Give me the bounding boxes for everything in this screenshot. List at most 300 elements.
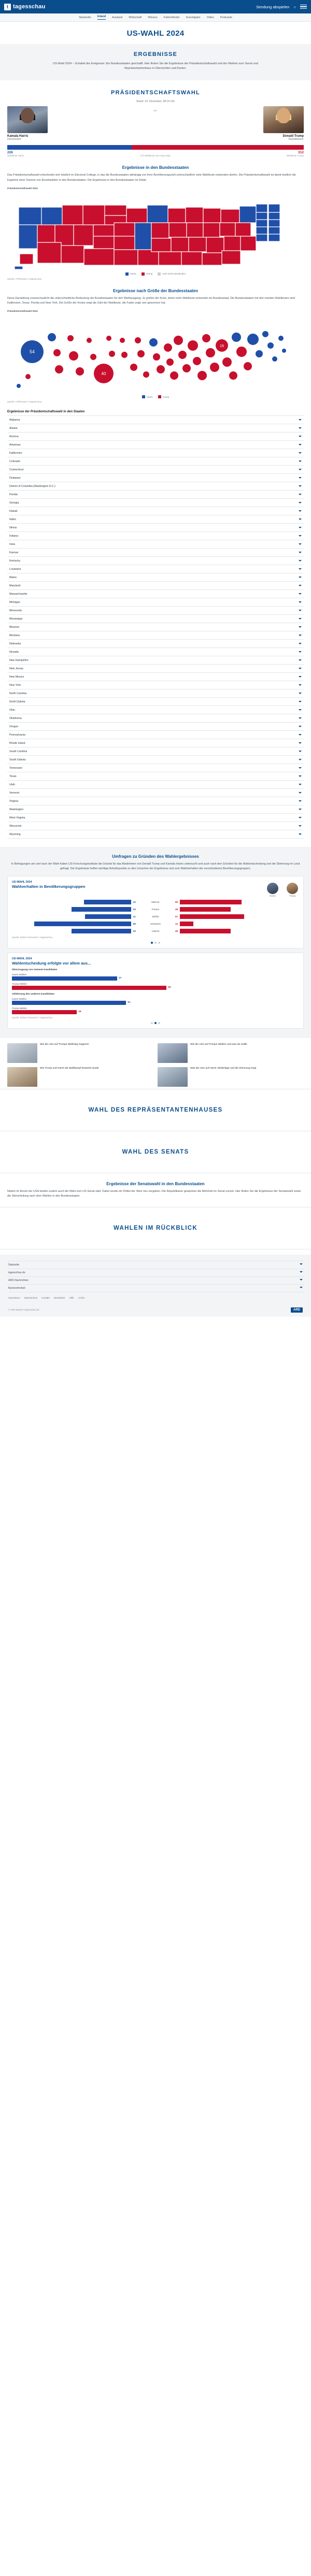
teaser-item[interactable] bbox=[7, 1067, 153, 1087]
hamburger-icon[interactable] bbox=[300, 5, 307, 9]
harris-value: 53 bbox=[133, 929, 136, 932]
chevron-down-icon[interactable] bbox=[299, 618, 302, 620]
bubble-legend-trump: Trump bbox=[162, 395, 169, 398]
chevron-down-icon[interactable] bbox=[299, 568, 302, 570]
state-accordion-item[interactable] bbox=[7, 615, 304, 623]
footer-item[interactable] bbox=[7, 1261, 304, 1269]
state-accordion-item[interactable] bbox=[7, 441, 304, 449]
state-accordion-item[interactable] bbox=[7, 781, 304, 789]
state-accordion-item[interactable] bbox=[7, 631, 304, 640]
nav-item-faktenfinder[interactable]: Faktenfinder bbox=[163, 16, 180, 19]
footer-link[interactable]: Archiv bbox=[78, 1296, 85, 1299]
chevron-down-icon[interactable] bbox=[299, 726, 302, 727]
state-name: Iowa bbox=[9, 542, 15, 546]
versus-label bbox=[51, 106, 260, 112]
harris-value: 86 bbox=[133, 922, 136, 925]
card2-group1-label: Überzeugung von meinem Kandidaten bbox=[12, 968, 58, 971]
legend-label-undecided: noch nicht entschieden bbox=[162, 272, 186, 276]
retrospective-band bbox=[0, 1207, 311, 1249]
state-name: Pennsylvania bbox=[9, 733, 25, 737]
card1-kicker: US-WAHL 2024 bbox=[12, 880, 32, 884]
chevron-down-icon[interactable] bbox=[299, 717, 302, 719]
state-accordion-item[interactable] bbox=[7, 482, 304, 491]
chevron-down-icon[interactable] bbox=[299, 452, 302, 454]
state-name: Missouri bbox=[9, 625, 20, 629]
card1-source: Quelle: Edison Research / tagesschau bbox=[12, 936, 53, 939]
group-bar-row bbox=[12, 914, 299, 919]
electoral-map[interactable] bbox=[7, 193, 304, 270]
teaser-thumbnail bbox=[7, 1067, 37, 1087]
state-accordion-item[interactable] bbox=[7, 648, 304, 656]
chevron-down-icon[interactable] bbox=[299, 833, 302, 835]
footer-link[interactable]: Datenschutz bbox=[24, 1296, 38, 1299]
nav-item-inland[interactable]: Inland bbox=[97, 15, 106, 20]
bubble-map-title: Präsidentschaftswahl 2024 bbox=[7, 310, 38, 313]
map-title: Präsidentschaftswahl 2024 bbox=[7, 186, 38, 190]
chevron-down-icon[interactable] bbox=[299, 502, 302, 503]
trump-value: 45 bbox=[175, 908, 178, 911]
state-accordion-item[interactable] bbox=[7, 640, 304, 648]
footer bbox=[0, 1255, 311, 1317]
state-accordion-item[interactable] bbox=[7, 731, 304, 739]
state-name: Colorado bbox=[9, 459, 21, 463]
group-bar-row bbox=[12, 928, 299, 934]
chevron-down-icon[interactable] bbox=[299, 543, 302, 545]
chevron-down-icon[interactable] bbox=[299, 527, 302, 528]
harris-party: Demokraten bbox=[7, 138, 22, 141]
size-results-body: Diese Darstellung veranschaulicht die unterschiedliche Bedeutung der Bundesstaaten für den Wahlausgang: Je größer der Kreis, desto mehr Wahlleute entsendet ein Bundesstaat. Die Bundesstaaten mit den meisten Wahlleuten sind Kalifornien, Texas, Florida und New York. Die Größe der Kreise zeigt die Zahl der Wahlleute, die Farbe zeigt, wer gewonnen hat. bbox=[7, 296, 295, 305]
survey-card-groups bbox=[7, 876, 304, 948]
state-name: South Dakota bbox=[9, 758, 26, 761]
state-name: District of Columbia (Washington D.C.) bbox=[9, 484, 55, 488]
legend-harris: Wahlleute Harris bbox=[7, 154, 24, 157]
chevron-down-icon[interactable] bbox=[299, 601, 302, 603]
state-name: Minnesota bbox=[9, 609, 22, 612]
group-bar-row bbox=[12, 921, 299, 927]
state-accordion-item[interactable] bbox=[7, 573, 304, 582]
results-title: ERGEBNISSE bbox=[133, 51, 178, 57]
state-name: Texas bbox=[9, 774, 17, 778]
state-name: North Dakota bbox=[9, 700, 25, 703]
card1-trump-mini bbox=[286, 883, 299, 897]
chevron-down-icon[interactable] bbox=[299, 659, 302, 661]
card1-bar-chart bbox=[12, 899, 299, 934]
chevron-down-icon[interactable] bbox=[299, 668, 302, 669]
trump-value: 57 bbox=[175, 915, 178, 918]
state-name: Florida bbox=[9, 493, 18, 496]
state-accordion-item[interactable] bbox=[7, 665, 304, 673]
state-accordion-item[interactable] bbox=[7, 557, 304, 565]
group-bar-row bbox=[12, 906, 299, 912]
footer-item-label: Startseite bbox=[8, 1263, 20, 1267]
card2-group2-bars bbox=[12, 998, 299, 1014]
footer-item-label: ARD-Nachrichten bbox=[8, 1278, 29, 1282]
chevron-down-icon[interactable] bbox=[300, 1263, 303, 1265]
chevron-down-icon[interactable] bbox=[299, 651, 302, 653]
bubble-map[interactable] bbox=[7, 315, 304, 393]
state-accordion-item[interactable] bbox=[7, 797, 304, 805]
chevron-down-icon[interactable] bbox=[299, 444, 302, 445]
state-accordion-item[interactable] bbox=[7, 598, 304, 607]
motivation-label: Harris-Wähler bbox=[12, 997, 27, 1000]
chevron-down-icon[interactable] bbox=[299, 427, 302, 429]
state-name: Wisconsin bbox=[9, 824, 22, 828]
footer-item[interactable] bbox=[7, 1285, 304, 1292]
state-accordion-item[interactable] bbox=[7, 582, 304, 590]
svg-text:40: 40 bbox=[101, 371, 106, 377]
state-name: Alaska bbox=[9, 426, 18, 430]
state-accordion-item[interactable] bbox=[7, 549, 304, 557]
chevron-down-icon[interactable] bbox=[299, 626, 302, 628]
presidential-section bbox=[0, 80, 311, 157]
chevron-down-icon[interactable] bbox=[299, 693, 302, 694]
state-accordion-item[interactable] bbox=[7, 565, 304, 573]
results-intro: US-Wahl 2024 – Schaltet die Ereignisse: Ein Bundesstaaten geschafft. Hier finden Sie die Ergebnisse der Präsidentschaftswahl und der Wahlen zum Senat und Repräsentantenhaus in Übersichten und Karten. bbox=[53, 62, 258, 70]
group-bar-row bbox=[12, 899, 299, 905]
state-accordion-item[interactable] bbox=[7, 433, 304, 441]
senate-band bbox=[0, 1131, 311, 1173]
state-name: Connecticut bbox=[9, 468, 24, 471]
state-accordion-item[interactable] bbox=[7, 540, 304, 549]
motivation-bar-row bbox=[12, 998, 299, 1005]
trump-party: Republikaner bbox=[288, 138, 304, 141]
chevron-down-icon[interactable] bbox=[299, 494, 302, 495]
chevron-down-icon[interactable] bbox=[299, 701, 302, 702]
trump-electoral-count: 312 bbox=[298, 151, 304, 155]
state-accordion-item[interactable] bbox=[7, 457, 304, 466]
surveys-title: Umfragen zu Gründen des Wahlergebnisses bbox=[112, 854, 199, 859]
legend-label-harris: Harris bbox=[130, 272, 136, 276]
chevron-down-icon[interactable] bbox=[299, 709, 302, 711]
brand-logo[interactable] bbox=[4, 4, 46, 10]
vs-text: vs. bbox=[153, 109, 158, 113]
state-name: Vermont bbox=[9, 791, 20, 795]
bubble-map-source: Quelle: AP/Reuters / tagesschau bbox=[7, 400, 42, 404]
legend-label-trump: Trump bbox=[146, 272, 153, 276]
top-bar bbox=[0, 0, 311, 13]
state-accordion-item[interactable] bbox=[7, 474, 304, 482]
footer-item[interactable] bbox=[7, 1269, 304, 1277]
survey-card-motivation bbox=[7, 953, 304, 1029]
trump-value: 45 bbox=[175, 929, 178, 932]
chevron-down-icon[interactable] bbox=[300, 1287, 303, 1288]
brand-text: tagesschau bbox=[13, 4, 46, 10]
teaser-thumbnail bbox=[158, 1067, 188, 1087]
card1-pagination[interactable] bbox=[12, 942, 299, 944]
chevron-down-icon[interactable] bbox=[299, 809, 302, 810]
state-accordion-item[interactable] bbox=[7, 789, 304, 797]
state-accordion-item[interactable] bbox=[7, 681, 304, 689]
chevron-down-icon[interactable] bbox=[299, 510, 302, 512]
chevron-down-icon[interactable] bbox=[299, 593, 302, 595]
chevron-down-icon[interactable] bbox=[299, 742, 302, 744]
harris-portrait bbox=[7, 106, 48, 133]
nav-item-investigativ[interactable]: Investigativ bbox=[186, 16, 201, 19]
state-name: Hawaii bbox=[9, 509, 18, 513]
group-label: Männer bbox=[151, 900, 160, 903]
map-legend bbox=[7, 272, 304, 276]
bubble-legend-swatch-trump bbox=[158, 395, 161, 398]
state-name: Indiana bbox=[9, 534, 19, 538]
house-band-title: WAHL DES REPRÄSENTANTENHAUSES bbox=[88, 1106, 223, 1113]
state-name: Utah bbox=[9, 783, 15, 786]
state-accordion-item[interactable] bbox=[7, 466, 304, 474]
nav-item-wirtschaft[interactable]: Wirtschaft bbox=[129, 16, 142, 19]
card1-harris-label: Harris bbox=[270, 894, 276, 897]
footer-link[interactable]: Kontakt bbox=[41, 1296, 50, 1299]
harris-value: 41 bbox=[133, 915, 136, 918]
harris-value: 53 bbox=[133, 908, 136, 911]
harris-electoral-count: 226 bbox=[7, 151, 13, 155]
state-accordion-item[interactable] bbox=[7, 499, 304, 507]
state-name: Illinois bbox=[9, 526, 17, 529]
footer-item[interactable] bbox=[7, 1277, 304, 1285]
chevron-down-icon[interactable] bbox=[299, 419, 302, 421]
house-band bbox=[0, 1089, 311, 1131]
state-accordion-item[interactable] bbox=[7, 714, 304, 723]
teaser-item[interactable] bbox=[158, 1043, 304, 1063]
state-list-title: Ergebnisse der Präsidentschaftswahl in den Staaten bbox=[7, 410, 85, 414]
nav-item-video[interactable]: Video bbox=[206, 16, 214, 19]
chevron-down-icon[interactable] bbox=[299, 585, 302, 586]
motivation-value: 29 bbox=[78, 1011, 81, 1014]
states-results-title: Ergebnisse in den Bundesstaaten bbox=[122, 165, 189, 170]
state-accordion-item[interactable] bbox=[7, 590, 304, 598]
legend-trump: Wahlleute Trump bbox=[286, 154, 304, 157]
chevron-down-icon[interactable] bbox=[299, 469, 302, 470]
state-accordion-item[interactable] bbox=[7, 532, 304, 540]
legend-swatch-harris bbox=[125, 272, 129, 276]
motivation-value: 69 bbox=[168, 986, 171, 989]
chevron-down-icon[interactable] bbox=[299, 684, 302, 686]
state-accordion-item[interactable] bbox=[7, 772, 304, 781]
chevron-down-icon[interactable] bbox=[299, 485, 302, 487]
state-accordion-item[interactable] bbox=[7, 607, 304, 615]
state-accordion-item[interactable] bbox=[7, 747, 304, 756]
bubble-legend-harris: Harris bbox=[146, 395, 153, 398]
footer-item-label: Barrierefreiheit bbox=[8, 1286, 25, 1290]
nav-item-startseite[interactable]: Startseite bbox=[79, 16, 91, 19]
state-accordion-item[interactable] bbox=[7, 814, 304, 822]
harris-name: Kamala Harris bbox=[7, 135, 29, 138]
state-name: North Carolina bbox=[9, 692, 27, 695]
state-accordion-item[interactable] bbox=[7, 515, 304, 524]
harris-value: 42 bbox=[133, 900, 136, 903]
footer-copyright: © ARD-aktuell / tagesschau.de bbox=[8, 1308, 39, 1312]
card2-group2-label: Ablehnung des anderen Kandidaten bbox=[12, 992, 55, 996]
state-name: Washington bbox=[9, 808, 24, 811]
candidate-trump[interactable] bbox=[263, 106, 304, 141]
legend-swatch-undecided bbox=[158, 272, 161, 276]
nav-item-wissen[interactable]: Wissen bbox=[148, 16, 158, 19]
state-name: West Virginia bbox=[9, 816, 25, 819]
legend-swatch-trump bbox=[142, 272, 145, 276]
card1-title: Wahlverhalten in Bevölkerungsgruppen bbox=[12, 884, 86, 889]
state-name: Delaware bbox=[9, 476, 21, 480]
teaser-item[interactable] bbox=[158, 1067, 304, 1087]
us-map-svg bbox=[7, 193, 304, 270]
teaser-headline: Wie die USA auf Trumps Wahlen und was sie wollte bbox=[190, 1043, 247, 1046]
state-name: Kansas bbox=[9, 551, 19, 554]
state-accordion-item[interactable] bbox=[7, 656, 304, 665]
footer-link[interactable]: Hilfe bbox=[69, 1296, 74, 1299]
senate-results-section bbox=[0, 1173, 311, 1199]
motivation-bar-row bbox=[12, 1007, 299, 1014]
group-label: Schwarze bbox=[150, 922, 161, 925]
chevron-down-icon[interactable] bbox=[299, 784, 302, 785]
state-accordion-item[interactable] bbox=[7, 706, 304, 714]
state-accordion-item[interactable] bbox=[7, 416, 304, 424]
state-accordion-item[interactable] bbox=[7, 424, 304, 433]
play-broadcast-label[interactable]: Sendung abspielen bbox=[256, 4, 290, 9]
state-accordion-item[interactable] bbox=[7, 723, 304, 731]
senate-band-title: WAHL DES SENATS bbox=[122, 1148, 189, 1155]
teaser-thumbnail bbox=[158, 1043, 188, 1063]
electoral-vote-bar bbox=[7, 145, 304, 150]
motivation-label: Harris-Wähler bbox=[12, 973, 27, 976]
chevron-down-icon[interactable] bbox=[299, 676, 302, 678]
state-name: New Mexico bbox=[9, 675, 24, 679]
state-name: Mississippi bbox=[9, 617, 23, 621]
chevron-down-icon[interactable] bbox=[299, 734, 302, 736]
card1-trump-label: Trump bbox=[289, 894, 296, 897]
state-accordion-item[interactable] bbox=[7, 739, 304, 747]
state-name: New York bbox=[9, 683, 21, 687]
state-name: Kalifornien bbox=[9, 451, 22, 455]
senate-results-body: Neben im Einzel der USA fanden zudem auch die Wahl zum US-Senat statt. Dabei wurde ein Drittel der Sitze neu vergeben. Die Republikaner gewannen die Mehrheit im Senat zurück. Hier finden Sie die Ergebnisse der Senatswahl sowie die Sitzverteilung nach dem Wahlen in den Bundesstaaten. bbox=[7, 1189, 301, 1198]
teaser-headline: Was die USA auf Harris' Niederlage und die Stimmung zeigt bbox=[190, 1067, 257, 1070]
chevron-down-icon[interactable] bbox=[300, 1271, 303, 1273]
state-name: Virginia bbox=[9, 799, 19, 803]
chevron-down-icon[interactable] bbox=[299, 767, 302, 769]
chevron-down-icon[interactable] bbox=[299, 460, 302, 462]
chevron-down-icon[interactable] bbox=[299, 792, 302, 794]
chevron-down-icon[interactable] bbox=[299, 560, 302, 562]
state-accordion-item[interactable] bbox=[7, 822, 304, 830]
trump-portrait bbox=[263, 106, 304, 133]
nav-item-ausland[interactable]: Ausland bbox=[112, 16, 123, 19]
footer-list bbox=[7, 1261, 304, 1292]
chevron-down-icon[interactable] bbox=[299, 436, 302, 437]
electoral-needed-note: 270 Wahlleute zum Sieg nötig bbox=[140, 154, 171, 157]
footer-link[interactable]: Impressum bbox=[8, 1296, 20, 1299]
state-accordion-item[interactable] bbox=[7, 805, 304, 814]
state-name: Oregon bbox=[9, 725, 19, 728]
teaser-headline: Wie die USA auf Trumps Wahlsieg reagieren bbox=[40, 1043, 89, 1046]
state-name: Ohio bbox=[9, 708, 15, 712]
size-results-section bbox=[0, 289, 311, 403]
state-accordion-item[interactable] bbox=[7, 756, 304, 764]
states-results-body: Das Präsidentschaftswahl entscheidet sich letztlich im Electoral College, in das die Bundesstaaten abhängig von ihrer Bevölkerungszahl unterschiedlich viele Wahlleute entsenden dürfen. Die Präsidentschaftswahl ist damit letztlich die Ergebnis einer Summe von Einzelwahlen in den Bundesstaaten. Die Ergebnisse in den Bundesstaaten im Detail. bbox=[7, 174, 296, 182]
card2-kicker: US-WAHL 2024 bbox=[12, 957, 32, 960]
teaser-grid bbox=[0, 1038, 311, 1089]
trump-name: Donald Trump bbox=[282, 135, 304, 138]
card2-group1-bars bbox=[12, 973, 299, 990]
bubble-legend-swatch-harris bbox=[142, 395, 145, 398]
state-name: Wyoming bbox=[9, 832, 21, 836]
svg-text:19: 19 bbox=[220, 344, 224, 349]
footer-item-label: tagesschau.de bbox=[8, 1271, 25, 1274]
teaser-headline: Wie Trump und Harris die Wahlkampf bewertet wurde bbox=[40, 1067, 99, 1070]
chevron-down-icon[interactable] bbox=[299, 635, 302, 636]
chevron-down-icon[interactable] bbox=[299, 610, 302, 611]
retrospective-title: WAHLEN IM RÜCKBLICK bbox=[113, 1225, 198, 1231]
state-accordion-item[interactable] bbox=[7, 689, 304, 698]
chevron-down-icon[interactable] bbox=[300, 1279, 303, 1280]
search-icon[interactable]: ○ bbox=[293, 4, 296, 9]
footer-link[interactable]: Newsletter bbox=[53, 1296, 65, 1299]
state-name: Oklahoma bbox=[9, 716, 22, 720]
candidate-harris[interactable] bbox=[7, 106, 48, 141]
state-accordion-item[interactable] bbox=[7, 491, 304, 499]
card2-pagination[interactable] bbox=[12, 1022, 299, 1024]
chevron-down-icon[interactable] bbox=[299, 759, 302, 760]
state-name: Michigan bbox=[9, 600, 20, 604]
chevron-down-icon[interactable] bbox=[299, 535, 302, 537]
state-accordion-item[interactable] bbox=[7, 673, 304, 681]
surveys-intro: In Befragungen am und nach der Wahl haben US-Forschungsinstitute die Gründe für das Abstimmen von Donald Trump und Kamala Harris untersucht und auch nach den Gründen für die Wahlentscheidung und die Stimmung im Land gefragt. Die Ergebnisse helfen wichtige Anhaltspunkte zu den Ursachen der Ergebnisse und zum Wahlverhalten der verschiedenen Bevölkerungsgruppen. bbox=[11, 862, 300, 871]
chevron-down-icon[interactable] bbox=[299, 817, 302, 818]
svg-text:54: 54 bbox=[29, 349, 35, 355]
state-name: Arkansas bbox=[9, 443, 21, 447]
state-name: Arizona bbox=[9, 435, 19, 438]
motivation-value: 51 bbox=[128, 1001, 131, 1004]
motivation-label: Trump-Wähler bbox=[12, 982, 27, 985]
state-accordion-item[interactable] bbox=[7, 698, 304, 706]
ard-logo: ARD bbox=[291, 1307, 303, 1313]
footer-links bbox=[7, 1292, 304, 1303]
motivation-bar-row bbox=[12, 983, 299, 990]
page-title: US-WAHL 2024 bbox=[126, 29, 185, 38]
chevron-down-icon[interactable] bbox=[299, 825, 302, 827]
state-accordion-item[interactable] bbox=[7, 507, 304, 515]
chevron-down-icon[interactable] bbox=[299, 519, 302, 520]
chevron-down-icon[interactable] bbox=[299, 775, 302, 777]
chevron-down-icon[interactable] bbox=[299, 577, 302, 578]
chevron-down-icon[interactable] bbox=[299, 800, 302, 802]
state-name: Maryland bbox=[9, 584, 21, 587]
trump-value: 55 bbox=[175, 900, 178, 903]
nav-item-podcasts[interactable]: Podcasts bbox=[220, 16, 232, 19]
brand-mark: t bbox=[4, 4, 11, 10]
state-accordion-item[interactable] bbox=[7, 764, 304, 772]
motivation-value: 47 bbox=[119, 977, 122, 980]
state-name: Louisiana bbox=[9, 567, 21, 571]
state-name: Massachusetts bbox=[9, 592, 27, 596]
state-name: Montana bbox=[9, 634, 20, 637]
state-name: South Carolina bbox=[9, 750, 27, 753]
presidential-title: PRÄSIDENTSCHAFTSWAHL bbox=[111, 90, 200, 96]
state-name: Alabama bbox=[9, 418, 20, 422]
chevron-down-icon[interactable] bbox=[299, 552, 302, 553]
chevron-down-icon[interactable] bbox=[299, 643, 302, 644]
teaser-thumbnail bbox=[7, 1043, 37, 1063]
motivation-label: Trump-Wähler bbox=[12, 1006, 27, 1010]
chevron-down-icon[interactable] bbox=[299, 751, 302, 752]
chevron-down-icon[interactable] bbox=[299, 477, 302, 479]
state-accordion-item[interactable] bbox=[7, 623, 304, 631]
trump-value: 12 bbox=[175, 922, 178, 925]
teaser-item[interactable] bbox=[7, 1043, 153, 1063]
state-accordion-item[interactable] bbox=[7, 830, 304, 839]
senate-results-title: Ergebnisse der Senatswahl in den Bundesstaaten bbox=[106, 1181, 205, 1186]
state-name: Tennessee bbox=[9, 766, 23, 770]
state-accordion-item[interactable] bbox=[7, 524, 304, 532]
card2-title: Wahlentscheidung erfolgte vor allem aus... bbox=[12, 960, 91, 966]
state-accordion-item[interactable] bbox=[7, 449, 304, 457]
map-source: Quelle: AP/Reuters / tagesschau bbox=[7, 277, 42, 280]
group-label: Latinos bbox=[151, 929, 160, 932]
